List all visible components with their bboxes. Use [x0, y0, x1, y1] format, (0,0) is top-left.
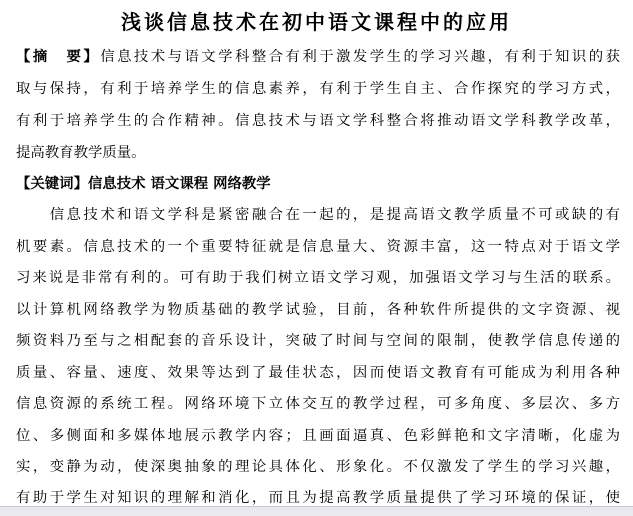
abstract-line: 取与保持，有利于培养学生的信息素养，有利于学生自主、合作探究的学习方式， — [16, 81, 620, 97]
abstract-line: 有利于培养学生的合作精神。信息技术与语文学科整合将推动语文学科教学改革， — [16, 113, 620, 129]
document-title: 浅谈信息技术在初中语文课程中的应用 — [121, 10, 512, 34]
body-line: 实，变静为动，使深奥抽象的理论具体化、形象化。不仅激发了学生的学习兴趣， — [16, 459, 620, 475]
body-line: 信息资源的系统工程。网络环境下立体交互的教学过程，可多角度、多层次、多方 — [16, 396, 620, 412]
horizontal-scrollbar[interactable] — [0, 506, 633, 516]
body-line: 机要素。信息技术的一个重要特征就是信息量大、资源丰富，这一特点对于语文学 — [16, 239, 620, 255]
body-line: 质量、容量、速度、效果等达到了最佳状态，因而使语文教育有可能成为利用各种 — [16, 365, 620, 381]
body-line: 以计算机网络教学为物质基础的教学试验，目前，各种软件所提供的文字资源、视 — [16, 302, 620, 318]
body-line: 习来说是非常有利的。可有助于我们树立语文学习观，加强语文学习与生活的联系。 — [16, 270, 620, 286]
keywords-line — [16, 168, 620, 200]
keywords-text: 信息技术 语文课程 网络教学 — [87, 176, 271, 192]
body-line: 频资料乃至与之相配套的音乐设计，突破了时间与空间的限制，使教学信息传递的 — [16, 333, 620, 349]
abstract-line — [16, 41, 620, 73]
abstract-label: 【摘 要】 — [16, 49, 101, 65]
body-line: 位、多侧面和多媒体地展示教学内容；且画面逼真、色彩鲜艳和文字清晰，化虚为 — [16, 428, 620, 444]
body-line: 信息技术和语文学科是紧密融合在一起的，是提高语文教学质量不可或缺的有 — [16, 207, 620, 223]
keywords-label: 【关键词】 — [16, 176, 88, 192]
body-line: 有助于学生对知识的理解和消化，而且为提高教学质量提供了学习环境的保证，使 — [16, 490, 620, 506]
abstract-text: 信息技术与语文学科整合有利于激发学生的学习兴趣，有利于知识的获 — [100, 49, 620, 65]
abstract-line: 提高教育教学质量。 — [16, 145, 146, 161]
